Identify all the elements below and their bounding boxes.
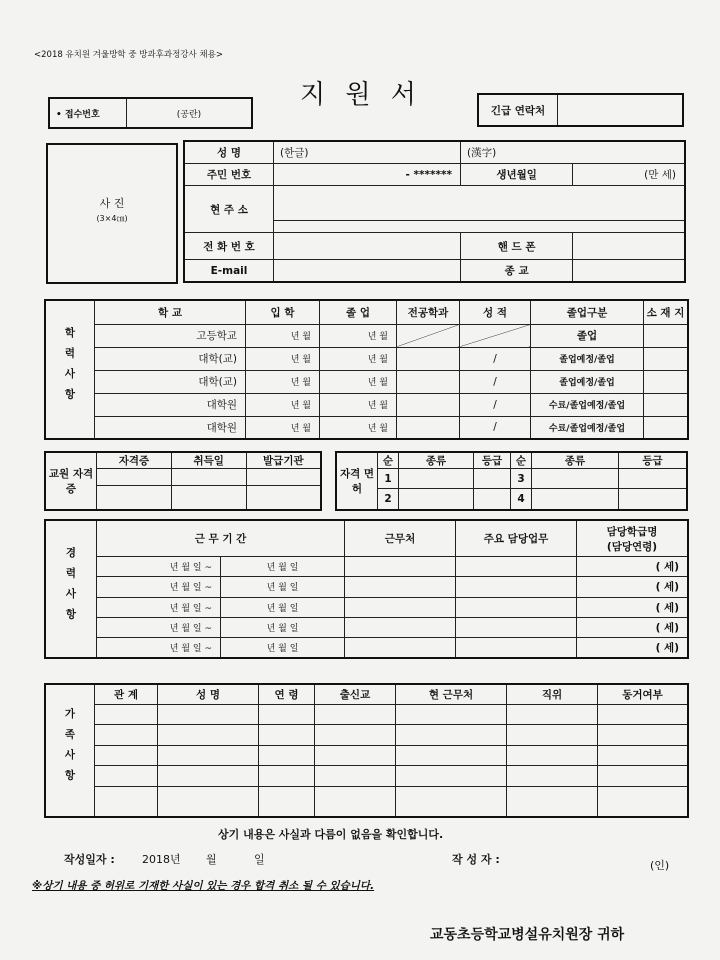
edu-admission[interactable]: 년 월 [246, 324, 320, 347]
edu-graduation[interactable]: 년 월 [320, 324, 397, 347]
edu-type[interactable]: 졸업 [531, 324, 644, 347]
edu-header-school: 학 교 [95, 300, 246, 324]
table-row [45, 704, 688, 725]
career-header-duty: 주요 담당업무 [456, 520, 577, 557]
edu-type[interactable]: 졸업예정/졸업 [531, 347, 644, 370]
career-age[interactable]: ( 세) [577, 557, 689, 577]
career-from[interactable]: 년 월 일 ~ [97, 638, 221, 658]
teacher-license-label: 교원 자격증 [45, 452, 97, 510]
edu-gpa[interactable]: / [460, 347, 531, 370]
religion-field[interactable] [573, 260, 685, 283]
table-row [45, 597, 688, 617]
edu-school: 대학(교) [95, 347, 246, 370]
edu-graduation[interactable]: 년 월 [320, 370, 397, 393]
table-row [45, 725, 688, 746]
family-cell[interactable] [259, 786, 315, 817]
edu-major[interactable] [397, 416, 460, 439]
career-place[interactable] [345, 577, 456, 597]
family-cell[interactable] [507, 745, 598, 766]
cert-header-grade: 등급 [474, 452, 511, 469]
family-table [44, 683, 689, 818]
license-cell[interactable] [246, 469, 321, 486]
career-place[interactable] [345, 617, 456, 637]
family-cell[interactable] [507, 725, 598, 746]
family-header-workplace: 현 근무처 [396, 684, 507, 704]
name-hanja-field[interactable] [461, 141, 686, 163]
edu-graduation[interactable]: 년 월 [320, 393, 397, 416]
career-header-period: 근 무 기 간 [97, 520, 345, 557]
warning-notice: ※상기 내용 중 허위로 기재한 사실이 있는 경우 합격 취소 될 수 있습니다. [32, 880, 375, 892]
career-age[interactable]: ( 세) [577, 597, 689, 617]
family-header-school: 출신교 [315, 684, 396, 704]
edu-major[interactable] [397, 347, 460, 370]
photo-box[interactable] [46, 143, 178, 284]
family-cell[interactable] [396, 745, 507, 766]
table-row [45, 766, 688, 787]
family-section-label: 가족사항 [45, 684, 95, 817]
seal-mark[interactable]: (인) [650, 859, 670, 872]
family-header-position: 직위 [507, 684, 598, 704]
edu-gpa [460, 324, 531, 347]
edu-location[interactable] [644, 416, 689, 439]
family-cell[interactable] [259, 745, 315, 766]
edu-type[interactable]: 수료/졸업예정/졸업 [531, 393, 644, 416]
family-cell[interactable] [598, 745, 689, 766]
family-cell[interactable] [259, 766, 315, 787]
edu-location[interactable] [644, 347, 689, 370]
family-cell[interactable] [598, 766, 689, 787]
family-cell[interactable] [598, 704, 689, 725]
family-cell[interactable] [158, 745, 259, 766]
career-class-sub: (담당연령) [606, 540, 658, 553]
edu-school: 대학원 [95, 393, 246, 416]
career-age[interactable]: ( 세) [577, 617, 689, 637]
addressee: 교동초등학교병설유치원장 귀하 [430, 927, 625, 943]
edu-header-location: 소 재 지 [644, 300, 689, 324]
cert-header-num: 순 [378, 452, 399, 469]
career-place[interactable] [345, 597, 456, 617]
license-cell[interactable] [171, 485, 246, 510]
career-duty[interactable] [456, 617, 577, 637]
birth-label: 생년월일 [461, 163, 573, 185]
edu-gpa[interactable]: / [460, 416, 531, 439]
rrn-label: 주민 번호 [184, 163, 274, 185]
cert-grade[interactable] [619, 489, 688, 510]
cert-grade[interactable] [619, 469, 688, 489]
career-from[interactable]: 년 월 일 ~ [97, 557, 221, 577]
page-title: 지 원 서 [300, 80, 422, 110]
license-cell[interactable] [171, 469, 246, 486]
edu-admission[interactable]: 년 월 [246, 347, 320, 370]
cert-type[interactable] [399, 469, 474, 489]
family-cell[interactable] [507, 704, 598, 725]
cert-grade[interactable] [474, 469, 511, 489]
career-duty[interactable] [456, 577, 577, 597]
edu-graduation[interactable]: 년 월 [320, 416, 397, 439]
date-month[interactable]: 월 [206, 853, 217, 866]
cert-num: 4 [511, 489, 532, 510]
family-cell[interactable] [259, 704, 315, 725]
religion-label: 종 교 [461, 260, 573, 283]
edu-gpa[interactable]: / [460, 370, 531, 393]
photo-label: 사 진 [99, 197, 125, 210]
edu-major [397, 324, 460, 347]
receipt-number-label: • 접수번호 [49, 98, 127, 128]
career-to[interactable]: 년 월 일 [221, 617, 345, 637]
edu-admission[interactable]: 년 월 [246, 370, 320, 393]
family-cell[interactable] [158, 766, 259, 787]
family-cell[interactable] [315, 704, 396, 725]
license-header-date: 취득일 [171, 452, 246, 469]
emergency-contact-field[interactable] [558, 94, 684, 126]
rrn-field[interactable]: - ******* [274, 163, 461, 185]
date-label: 작성일자 : [64, 853, 115, 866]
family-cell[interactable] [158, 786, 259, 817]
name-label: 성 명 [184, 141, 274, 163]
career-duty[interactable] [456, 597, 577, 617]
email-label: E-mail [184, 260, 274, 283]
personal-info-table [183, 140, 686, 283]
table-row [45, 745, 688, 766]
table-row [45, 617, 688, 637]
career-from[interactable]: 년 월 일 ~ [97, 597, 221, 617]
edu-school: 고등학교 [95, 324, 246, 347]
family-header-name: 성 명 [158, 684, 259, 704]
cert-header-num: 순 [511, 452, 532, 469]
edu-location[interactable] [644, 324, 689, 347]
career-header-class [577, 520, 689, 557]
edu-school: 대학(교) [95, 370, 246, 393]
age-field[interactable]: (만 세) [573, 163, 685, 185]
teacher-license-table [44, 451, 322, 511]
phone-label: 전 화 번 호 [184, 233, 274, 260]
family-cell[interactable] [315, 725, 396, 746]
career-table [44, 519, 689, 659]
address-field[interactable] [274, 186, 686, 233]
career-to[interactable]: 년 월 일 [221, 557, 345, 577]
family-cell[interactable] [95, 766, 158, 787]
receipt-number-note: (공란) [127, 98, 253, 128]
career-class-label: 담당학급명 [606, 525, 658, 538]
certificate-table [335, 451, 688, 511]
address-label: 현 주 소 [184, 186, 274, 233]
mobile-label: 핸 드 폰 [461, 233, 573, 260]
cert-grade[interactable] [474, 489, 511, 510]
family-cell[interactable] [95, 725, 158, 746]
family-cell[interactable] [598, 786, 689, 817]
edu-admission[interactable]: 년 월 [246, 393, 320, 416]
cert-type[interactable] [399, 489, 474, 510]
hangul-label: (한글) [280, 146, 309, 159]
date-year[interactable]: 2018년 [142, 853, 181, 866]
license-cell[interactable] [97, 469, 172, 486]
family-cell[interactable] [158, 704, 259, 725]
family-cell[interactable] [396, 704, 507, 725]
edu-graduation[interactable]: 년 월 [320, 347, 397, 370]
family-cell[interactable] [598, 725, 689, 746]
family-header-relation: 관 계 [95, 684, 158, 704]
career-header-place: 근무처 [345, 520, 456, 557]
career-duty[interactable] [456, 638, 577, 658]
career-age[interactable]: ( 세) [577, 638, 689, 658]
table-row [45, 786, 688, 817]
email-field[interactable] [274, 260, 461, 283]
family-cell[interactable] [396, 786, 507, 817]
cert-header-type: 종류 [399, 452, 474, 469]
hanja-label: (漢字) [467, 146, 497, 159]
mobile-field[interactable] [573, 233, 685, 260]
cert-header-grade: 등급 [619, 452, 688, 469]
cert-type[interactable] [532, 469, 619, 489]
family-cell[interactable] [315, 786, 396, 817]
family-header-cohabit: 동거여부 [598, 684, 689, 704]
family-cell[interactable] [507, 786, 598, 817]
family-cell[interactable] [95, 786, 158, 817]
career-place[interactable] [345, 557, 456, 577]
photo-size: (3×4㎝) [96, 214, 128, 223]
license-header-issuer: 발급기관 [246, 452, 321, 469]
family-cell[interactable] [315, 766, 396, 787]
career-to[interactable]: 년 월 일 [221, 638, 345, 658]
edu-header-admission: 입 학 [246, 300, 320, 324]
family-header-age: 연 령 [259, 684, 315, 704]
license-cell[interactable] [97, 485, 172, 510]
career-to[interactable]: 년 월 일 [221, 597, 345, 617]
edu-type[interactable]: 졸업예정/졸업 [531, 370, 644, 393]
license-cell[interactable] [246, 485, 321, 510]
table-row [45, 416, 688, 439]
cert-num: 2 [378, 489, 399, 510]
cert-num: 3 [511, 469, 532, 489]
family-cell[interactable] [95, 745, 158, 766]
edu-major[interactable] [397, 370, 460, 393]
emergency-contact-label: 긴급 연락처 [478, 94, 558, 126]
phone-field[interactable] [274, 233, 461, 260]
family-cell[interactable] [396, 725, 507, 746]
table-row [45, 577, 688, 597]
writer-label: 작 성 자 : [452, 853, 500, 866]
edu-major[interactable] [397, 393, 460, 416]
recruitment-caption: <2018 유치원 겨울방학 중 방과후과정강사 채용> [34, 50, 223, 60]
career-from[interactable]: 년 월 일 ~ [97, 577, 221, 597]
career-section-label: 경력사항 [45, 520, 97, 658]
edu-header-graduation-type: 졸업구분 [531, 300, 644, 324]
edu-location[interactable] [644, 370, 689, 393]
family-cell[interactable] [158, 725, 259, 746]
family-cell[interactable] [315, 745, 396, 766]
table-row [45, 324, 688, 347]
table-row [45, 557, 688, 577]
date-day[interactable]: 일 [254, 853, 265, 866]
family-cell[interactable] [259, 725, 315, 746]
table-row [45, 370, 688, 393]
family-cell[interactable] [507, 766, 598, 787]
education-table [44, 299, 689, 440]
career-to[interactable]: 년 월 일 [221, 577, 345, 597]
career-duty[interactable] [456, 557, 577, 577]
edu-location[interactable] [644, 393, 689, 416]
edu-header-gpa: 성 적 [460, 300, 531, 324]
career-age[interactable]: ( 세) [577, 577, 689, 597]
cert-num: 1 [378, 469, 399, 489]
edu-type[interactable]: 수료/졸업예정/졸업 [531, 416, 644, 439]
edu-header-major: 전공학과 [397, 300, 460, 324]
cert-header-type: 종류 [532, 452, 619, 469]
career-from[interactable]: 년 월 일 ~ [97, 617, 221, 637]
edu-school: 대학원 [95, 416, 246, 439]
table-row [45, 393, 688, 416]
table-row [45, 347, 688, 370]
license-header-name: 자격증 [97, 452, 172, 469]
edu-header-graduation: 졸 업 [320, 300, 397, 324]
receipt-table [48, 97, 253, 129]
emergency-contact-table [477, 93, 684, 127]
confirm-statement: 상기 내용은 사실과 다름이 없음을 확인합니다. [218, 828, 444, 841]
certificate-label: 자격 면허 [336, 452, 378, 510]
name-hangul-field[interactable] [274, 141, 461, 163]
family-cell[interactable] [396, 766, 507, 787]
edu-gpa[interactable]: / [460, 393, 531, 416]
edu-admission[interactable]: 년 월 [246, 416, 320, 439]
cert-type[interactable] [532, 489, 619, 510]
family-cell[interactable] [95, 704, 158, 725]
table-row [45, 638, 688, 658]
career-place[interactable] [345, 638, 456, 658]
education-section-label: 학력사항 [45, 300, 95, 439]
